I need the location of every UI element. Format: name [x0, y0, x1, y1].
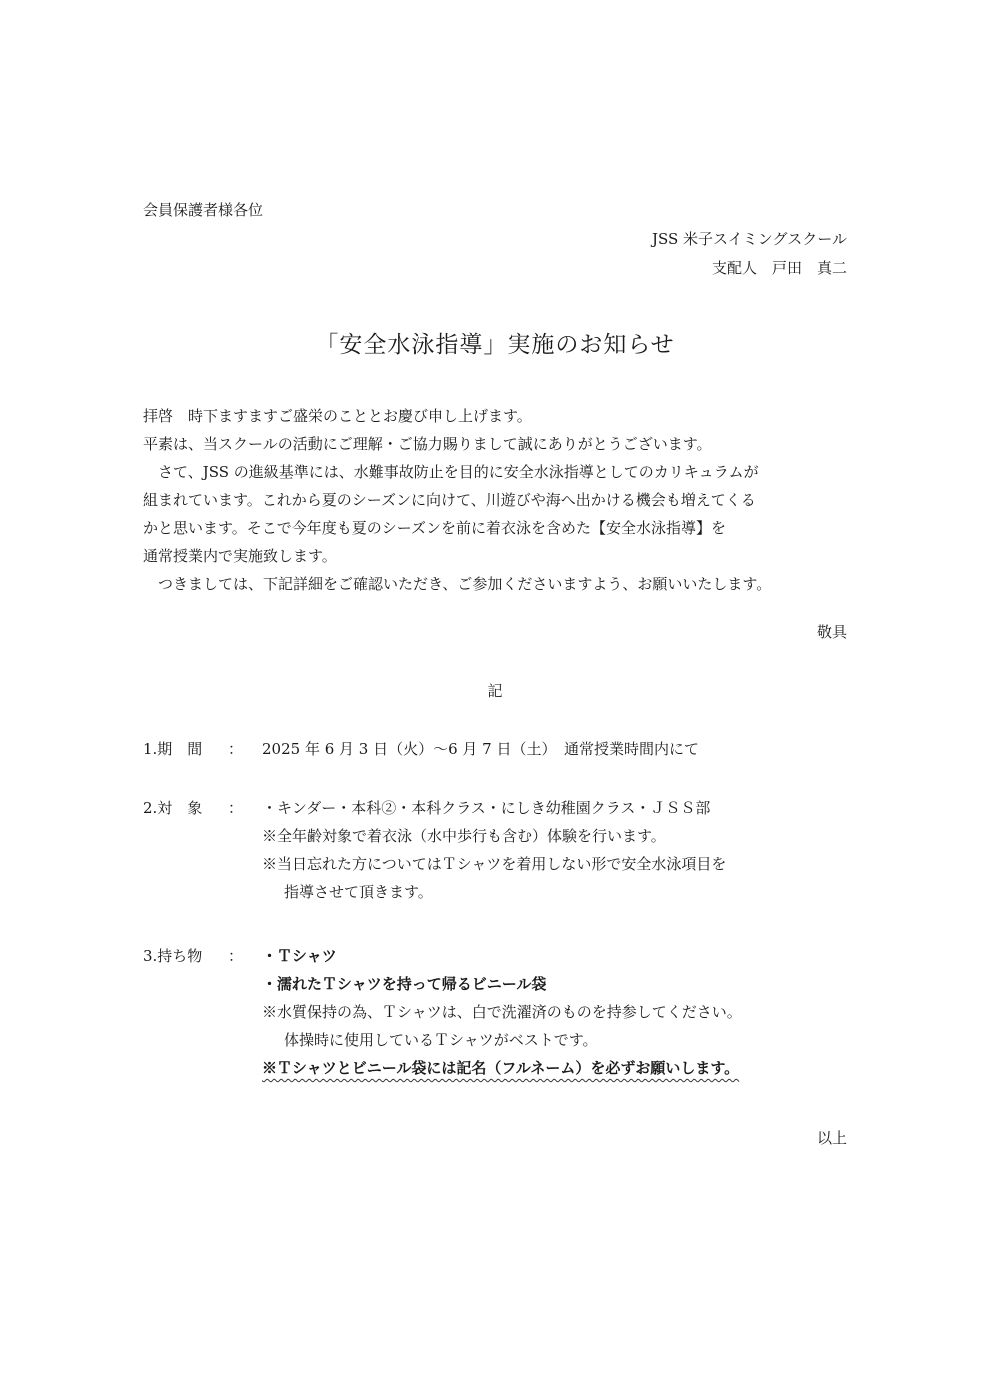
closing-ijou: 以上	[816, 1129, 847, 1147]
organization-name: JSS 米子スイミングスクール	[651, 230, 847, 248]
addressee: 会員保護者様各位	[143, 201, 264, 219]
page-title: 「安全水泳指導」実施のお知らせ	[315, 332, 675, 358]
target-note-forgot: ※当日忘れた方についてはＴシャツを着用しない形で安全水泳項目を	[262, 855, 727, 873]
belongings-item-tshirt: ・Ｔシャツ	[262, 947, 337, 965]
body-line-7: つきましては、下記詳細をご確認いただき、ご参加くださいますよう、お願いいたします。	[158, 575, 772, 593]
body-line-greeting: 拝啓 時下ますますご盛栄のこととお慶び申し上げます。	[143, 407, 532, 425]
period-label: 1.期 間	[143, 740, 203, 758]
period-value: 2025 年 6 月 3 日（火）～6 月 7 日（土） 通常授業時間内にて	[262, 740, 699, 758]
target-colon: ：	[228, 799, 244, 817]
belongings-label: 3.持ち物	[143, 947, 203, 965]
target-note-forgot-cont: 指導させて頂きます。	[284, 883, 433, 901]
belongings-note-name-label	[262, 1054, 742, 1082]
body-line-6: 通常授業内で実施致します。	[143, 547, 337, 565]
period-colon: ：	[228, 740, 244, 758]
body-line-5: かと思います。そこで今年度も夏のシーズンを前に着衣泳を含めた【安全水泳指導】を	[143, 519, 727, 537]
belongings-note-white-shirt-cont: 体操時に使用しているＴシャツがベストです。	[284, 1031, 598, 1049]
body-line-thanks: 平素は、当スクールの活動にご理解・ご協力賜りまして誠にありがとうございます。	[143, 435, 712, 453]
belongings-note-white-shirt: ※水質保持の為、Ｔシャツは、白で洗濯済のものを持参してください。	[262, 1003, 742, 1021]
name-label-emphasis: ※Ｔシャツとビニール袋には記名（フルネーム）を必ずお願いします。	[262, 1059, 740, 1077]
target-note-all-ages: ※全年齢対象で着衣泳（水中歩行も含む）体験を行います。	[262, 827, 666, 845]
body-line-4: 組まれています。これから夏のシーズンに向けて、川遊びや海へ出かける機会も増えてくる	[143, 491, 756, 509]
target-details	[262, 794, 726, 906]
closing-keigu: 敬具	[816, 623, 847, 641]
belongings-details	[262, 942, 742, 1082]
belongings-colon: ：	[228, 947, 244, 965]
belongings-item-plastic-bag: ・濡れたＴシャツを持って帰るビニール袋	[262, 975, 547, 993]
ki-heading: 記	[487, 682, 503, 700]
body-paragraph	[143, 402, 853, 598]
target-value: ・キンダー・本科②・本科クラス・にしき幼稚園クラス・ＪＳＳ部	[262, 799, 711, 817]
target-label: 2.対 象	[143, 799, 203, 817]
body-line-3: さて、JSS の進級基準には、水難事故防止を目的に安全水泳指導としてのカリキュラムが	[158, 463, 759, 481]
manager-name: 支配人 戸田 真二	[711, 259, 847, 277]
